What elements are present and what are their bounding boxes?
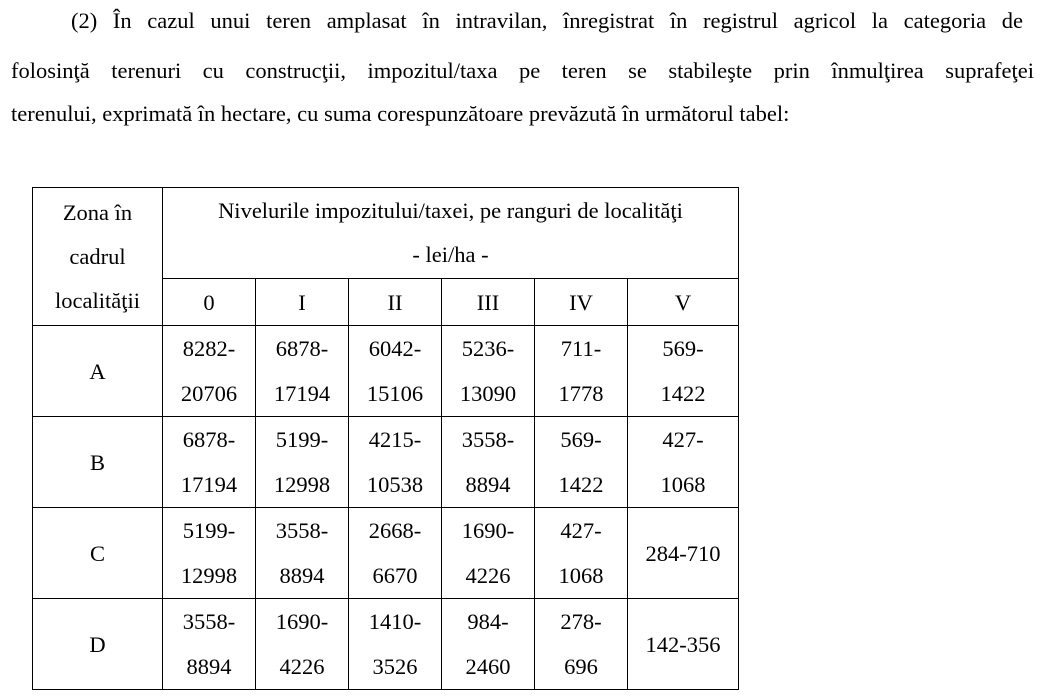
table-row	[33, 599, 739, 690]
tax-table	[32, 187, 739, 690]
table-cell: 1690- 4226	[256, 599, 349, 690]
table-cell: 3558- 8894	[163, 599, 256, 690]
table-cell: 142-356	[628, 599, 739, 690]
table-cell: 6878- 17194	[256, 326, 349, 417]
zone-cell: B	[33, 417, 163, 508]
rank-header: II	[349, 279, 442, 326]
levels-header-cell: Nivelurile impozitului/taxei, pe ranguri de localităţi - lei/ha -	[163, 188, 739, 279]
rank-header: V	[628, 279, 739, 326]
table-cell: 278- 696	[535, 599, 628, 690]
table-cell: 5236- 13090	[442, 326, 535, 417]
zone-header-cell: Zona în cadrul localităţii	[33, 188, 163, 326]
paragraph-line: folosinţă terenuri cu construcţii, impozitul/taxa pe teren se stabileşte prin înmulţirea suprafeţei	[11, 58, 1034, 83]
rank-header: I	[256, 279, 349, 326]
table-cell: 4215- 10538	[349, 417, 442, 508]
table-cell: 427- 1068	[535, 508, 628, 599]
zone-cell: A	[33, 326, 163, 417]
rank-header: IV	[535, 279, 628, 326]
paragraph-line: terenului, exprimată în hectare, cu suma corespunzătoare prevăzută în următorul tabel:	[11, 101, 790, 126]
table-cell: 3558- 8894	[442, 417, 535, 508]
rank-header: 0	[163, 279, 256, 326]
paragraph-line: (2) În cazul unui teren amplasat în intravilan, înregistrat în registrul agricol la categoria de	[71, 8, 1023, 33]
table-cell: 5199- 12998	[256, 417, 349, 508]
table-cell: 8282- 20706	[163, 326, 256, 417]
table-cell: 427- 1068	[628, 417, 739, 508]
table-cell: 3558- 8894	[256, 508, 349, 599]
zone-cell: C	[33, 508, 163, 599]
table-cell: 284-710	[628, 508, 739, 599]
table-cell: 1410- 3526	[349, 599, 442, 690]
rank-header: III	[442, 279, 535, 326]
table-cell: 2668- 6670	[349, 508, 442, 599]
table-cell: 6042- 15106	[349, 326, 442, 417]
table-cell: 711- 1778	[535, 326, 628, 417]
zone-cell: D	[33, 599, 163, 690]
table-cell: 984- 2460	[442, 599, 535, 690]
table-row	[33, 326, 739, 417]
table-cell: 569- 1422	[628, 326, 739, 417]
table-cell: 1690- 4226	[442, 508, 535, 599]
table-cell: 569- 1422	[535, 417, 628, 508]
table-cell: 5199- 12998	[163, 508, 256, 599]
table-cell: 6878- 17194	[163, 417, 256, 508]
table-row	[33, 508, 739, 599]
table-row	[33, 417, 739, 508]
